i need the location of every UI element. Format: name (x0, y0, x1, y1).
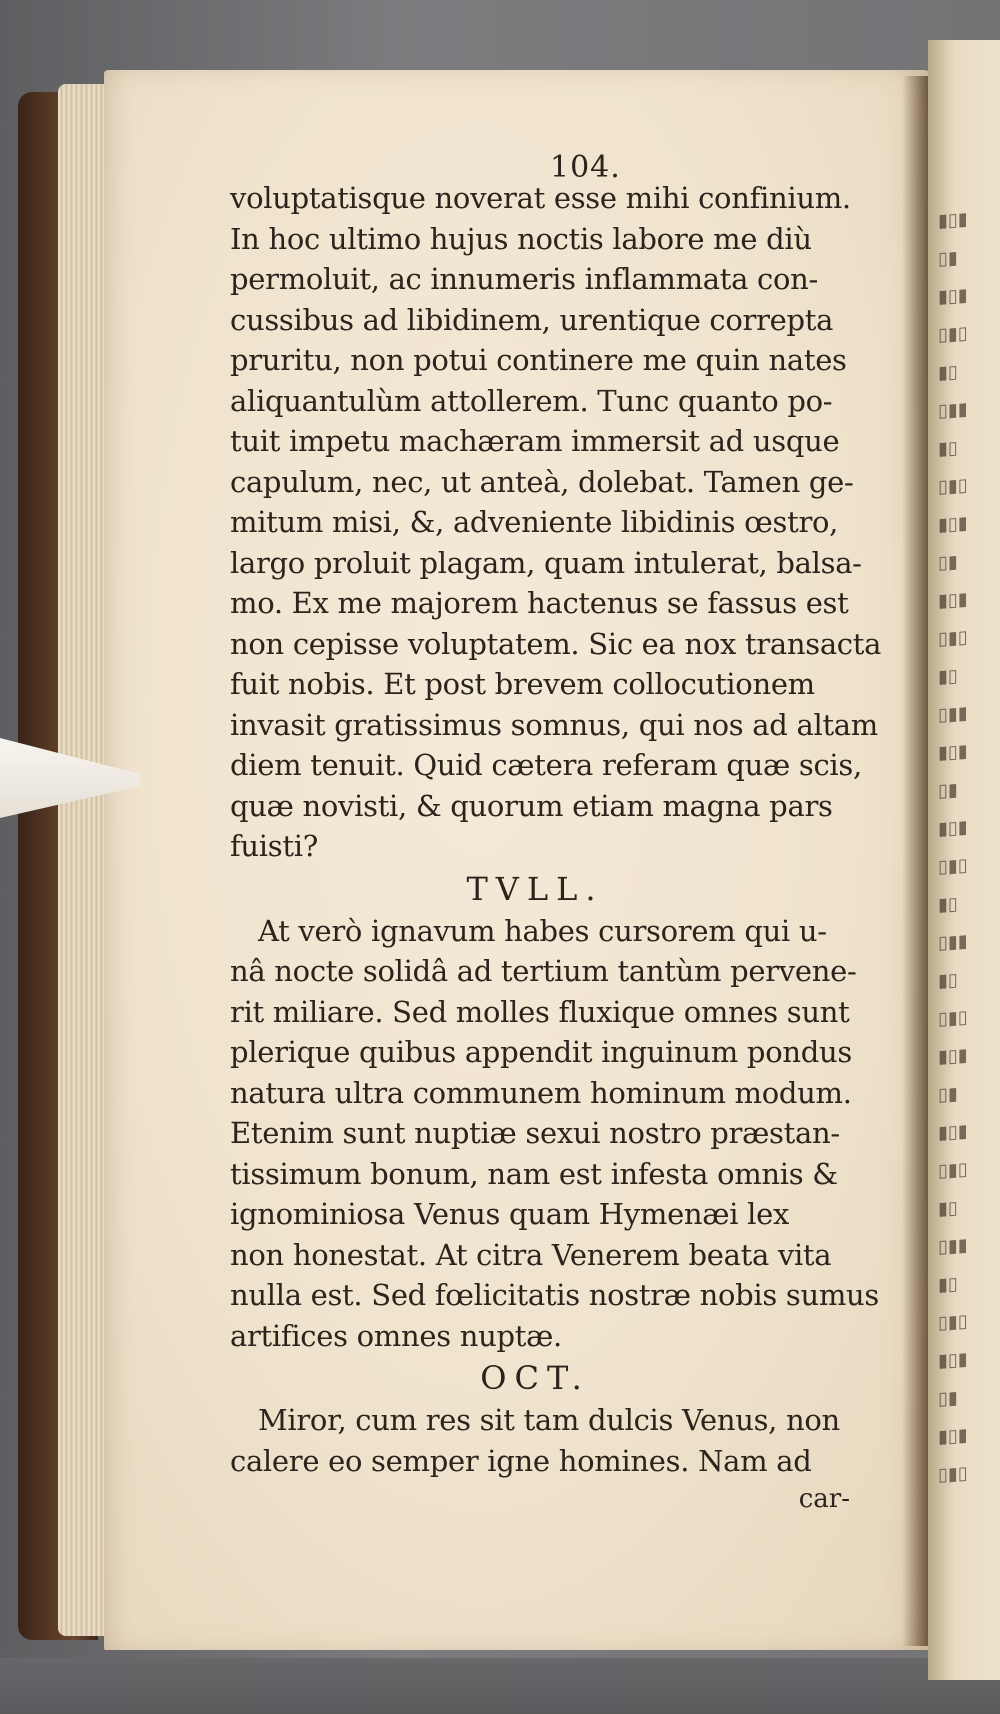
text-line: quæ novisti, & quorum etiam magna pars (230, 788, 833, 823)
text-line: tissimum bonum, nam est infesta omnis & (230, 1156, 838, 1191)
text-line: largo proluit plagam, quam intulerat, balsa- (230, 545, 862, 580)
page-number: 104. (550, 150, 621, 185)
text-line: non honestat. At citra Venerem beata vita (230, 1237, 832, 1272)
text-line: artifices omnes nuptæ. (230, 1318, 562, 1353)
text-line: capulum, nec, ut anteà, dolebat. Tamen ge- (230, 464, 854, 499)
text-line: Etenim sunt nuptiæ sexui nostro præstan- (230, 1116, 840, 1150)
text-line: nulla est. Sed fœlicitatis nostræ nobis sumus (230, 1278, 880, 1312)
catchword: car- (798, 1484, 850, 1514)
background-cloth (0, 1658, 1000, 1714)
speaker-heading: TVLL. (466, 869, 604, 908)
text-line: plerique quibus appendit inguinum pondus (230, 1035, 852, 1069)
spacer (230, 148, 910, 178)
page-text (230, 148, 910, 1517)
text-line: voluptatisque noverat esse mihi confinium. (230, 181, 851, 215)
text-line: pruritu, non potui continere me quin nates (230, 343, 847, 377)
text-line: calere eo semper igne homines. Nam ad (230, 1443, 812, 1478)
text-line: permoluit, ac innumeris inflammata con- (230, 262, 818, 296)
text-line: cussibus ad libidinem, urentique correpta (230, 302, 834, 337)
facing-page (928, 40, 1000, 1680)
text-line: nâ nocte solidâ ad tertium tantùm pervene- (230, 954, 857, 988)
text-line: aliquantulùm attollerem. Tunc quanto po- (230, 383, 833, 418)
text-line: mitum misi, &, adveniente libidinis œstro, (230, 505, 839, 539)
text-line: diem tenuit. Quid cætera referam quæ scis, (230, 748, 862, 782)
text-line: mo. Ex me majorem hactenus se fassus est (230, 586, 849, 620)
facing-page-text: ▮▯▮ ▯▮ ▮▯▮ ▯▮▯ ▮▯ ▯▮▮ ▮▯ ▯▮▯ ▮▯▮ ▯▮ ▮▯▮ ▯▮▯ ▮▯ ▯▮▮ ▮▯▮ ▯▮ ▮▯▮ ▯▮▯ ▮▯ ▯▮▮ ▮▯ ▯▮▯ ▮▯▮ ▯▮ ▮▯▮ ▯▮▯ ▮▯ ▯▮▮ ▮▯ ▯▮▯ ▮▯▮ ▯▮ ▮▯▮ ▯▮▯ (938, 208, 968, 1486)
text-line: Miror, cum res sit tam dulcis Venus, non (258, 1403, 840, 1437)
speaker-heading: OCT. (480, 1359, 590, 1397)
text-line: non cepisse voluptatem. Sic ea nox transacta (230, 626, 882, 661)
text-line: rit miliare. Sed molles fluxique omnes sunt (230, 994, 850, 1029)
text-line: fuisti? (230, 829, 318, 863)
text-line: ignominiosa Venus quam Hymenæi lex (230, 1197, 790, 1231)
text-line: tuit impetu machæram immersit ad usque (230, 424, 840, 458)
text-line: natura ultra communem hominum modum. (230, 1075, 852, 1110)
text-line: fuit nobis. Et post brevem collocutionem (230, 667, 815, 701)
text-line: In hoc ultimo hujus noctis labore me diù (230, 221, 812, 256)
text-line: At verò ignavum habes cursorem qui u- (258, 913, 827, 948)
text-line: invasit gratissimus somnus, qui nos ad altam (230, 707, 878, 742)
